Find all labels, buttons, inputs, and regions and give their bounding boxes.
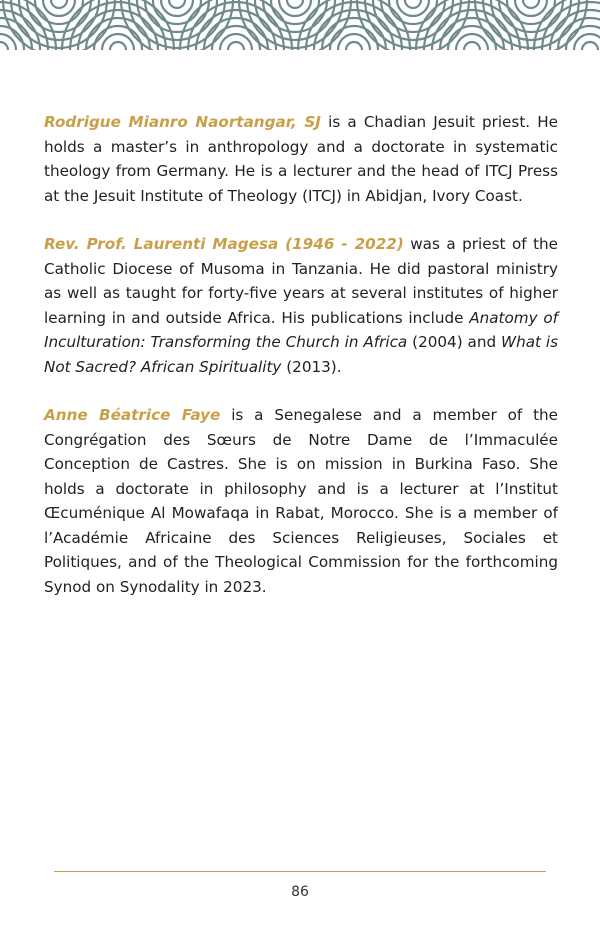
arc-ring bbox=[19, 0, 99, 40]
arc-ring bbox=[169, 0, 185, 8]
arc-ring bbox=[405, 0, 421, 8]
arc-ring bbox=[110, 42, 126, 50]
publication-title: What is Not Sacred? African Spirituality bbox=[44, 333, 558, 376]
arc-ring bbox=[287, 0, 303, 8]
arc-ring bbox=[0, 42, 8, 50]
bio-name: Rodrigue Mianro Naortangar, SJ bbox=[44, 113, 321, 131]
arc-ring bbox=[228, 42, 244, 50]
arc-ring bbox=[255, 0, 335, 40]
bio-name: Anne Béatrice Faye bbox=[44, 406, 221, 424]
arc-ring bbox=[196, 10, 276, 50]
bio-naortangar bbox=[44, 110, 558, 208]
bio-magesa bbox=[44, 232, 558, 379]
page-number: 86 bbox=[291, 884, 309, 900]
biographies-section bbox=[44, 110, 558, 623]
arc-ring bbox=[51, 0, 67, 8]
arc-ring bbox=[523, 0, 539, 8]
bio-text: was a priest of the Catholic Diocese of Musoma in Tanzania. He did pastoral ministry as well as taught for forty-five years at several institutes of higher learning in and outside Africa. His publications include bbox=[44, 235, 558, 327]
bio-faye bbox=[44, 403, 558, 599]
arc-ring bbox=[373, 0, 453, 40]
bio-text: is a Senegalese and a member of the Congrégation des Sœurs de Notre Dame de l’Immaculée Conception de Castres. She is on mission in Burkina Faso. She holds a doctorate in philosophy and is a lecturer at l’Institut Œcuménique Al Mowafaqa in Rabat, Morocco. She is a member of l’Académie Africaine des Sciences Religieuses, Sociales et Politiques, and of the Theological Commission for the forthcoming Synod on Synodality in 2023. bbox=[44, 406, 558, 596]
concentric-arcs-pattern bbox=[0, 0, 600, 50]
bio-text: (2013). bbox=[281, 357, 342, 376]
arc-ring bbox=[582, 42, 598, 50]
arc-ring bbox=[464, 42, 480, 50]
arc-ring bbox=[432, 10, 512, 50]
arc-ring bbox=[314, 10, 394, 50]
header-pattern bbox=[0, 0, 600, 50]
bio-text: is a Chadian Jesuit priest. He holds a master’s in anthropology and a doctorate in systematic theology from Germany. He is a lecturer and the head of ITCJ Press at the Jesuit Institute of Theology (ITCJ) in Abidjan, Ivory Coast. bbox=[44, 113, 559, 205]
footer-divider bbox=[54, 871, 546, 872]
arc-ring bbox=[491, 0, 571, 40]
publication-title: Anatomy of Inculturation: Transforming the Church in Africa bbox=[44, 308, 558, 351]
arc-ring bbox=[78, 10, 158, 50]
arc-ring bbox=[137, 0, 217, 40]
bio-name: Rev. Prof. Laurenti Magesa (1946 - 2022) bbox=[44, 235, 404, 253]
arc-ring bbox=[346, 42, 362, 50]
bio-text: (2004) and bbox=[407, 333, 502, 351]
